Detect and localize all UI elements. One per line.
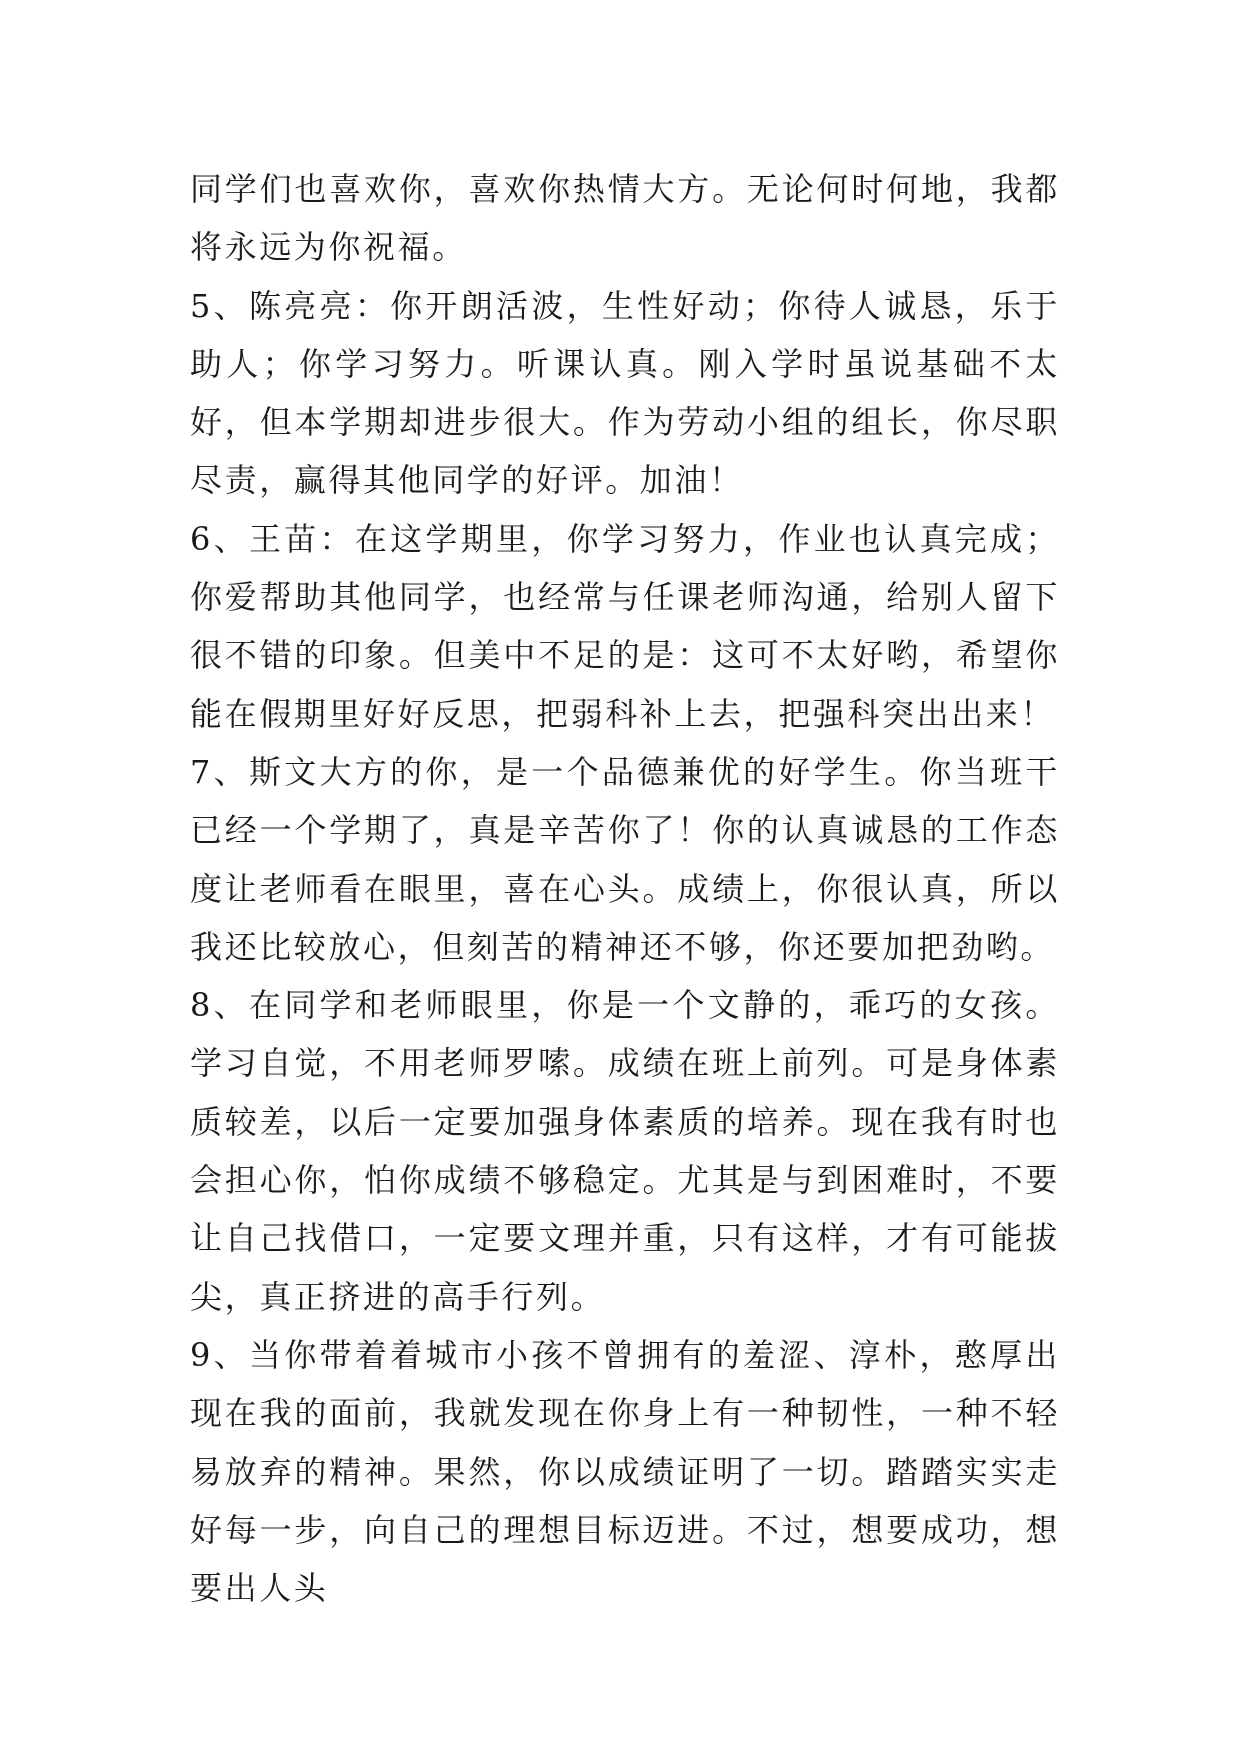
document-body bbox=[190, 160, 1060, 1617]
paragraph-comment-6: 6、王苗：在这学期里，你学习努力，作业也认真完成；你爱帮助其他同学，也经常与任课老师沟通，给别人留下很不错的印象。但美中不足的是：这可不太好哟，希望你能在假期里好好反思，把弱科补上去，把强科突出出来！ bbox=[190, 519, 1060, 733]
paragraph-comment-5: 5、陈亮亮：你开朗活波，生性好动；你待人诚恳，乐于助人；你学习努力。听课认真。刚入学时虽说基础不太好，但本学期却进步很大。作为劳动小组的组长，你尽职尽责，赢得其他同学的好评。加油！ bbox=[190, 286, 1060, 500]
paragraph-comment-9: 9、当你带着着城市小孩不曾拥有的羞涩、淳朴，憨厚出现在我的面前，我就发现在你身上有一种韧性，一种不轻易放弃的精神。果然，你以成绩证明了一切。踏踏实实走好每一步，向自己的理想目标迈进。不过，想要成功，想要出人头 bbox=[190, 1335, 1060, 1608]
paragraph-comment-7: 7、斯文大方的你，是一个品德兼优的好学生。你当班干已经一个学期了，真是辛苦你了！你的认真诚恳的工作态度让老师看在眼里，喜在心头。成绩上，你很认真，所以我还比较放心，但刻苦的精神还不够，你还要加把劲哟。 bbox=[190, 752, 1060, 966]
paragraph-comment-8: 8、在同学和老师眼里，你是一个文静的，乖巧的女孩。学习自觉，不用老师罗嗦。成绩在班上前列。可是身体素质较差，以后一定要加强身体素质的培养。现在我有时也会担心你，怕你成绩不够稳定。尤其是与到困难时，不要让自己找借口，一定要文理并重，只有这样，才有可能拔尖，真正挤进的高手行列。 bbox=[190, 986, 1060, 1316]
paragraph-continuation: 同学们也喜欢你，喜欢你热情大方。无论何时何地，我都将永远为你祝福。 bbox=[190, 170, 1060, 267]
